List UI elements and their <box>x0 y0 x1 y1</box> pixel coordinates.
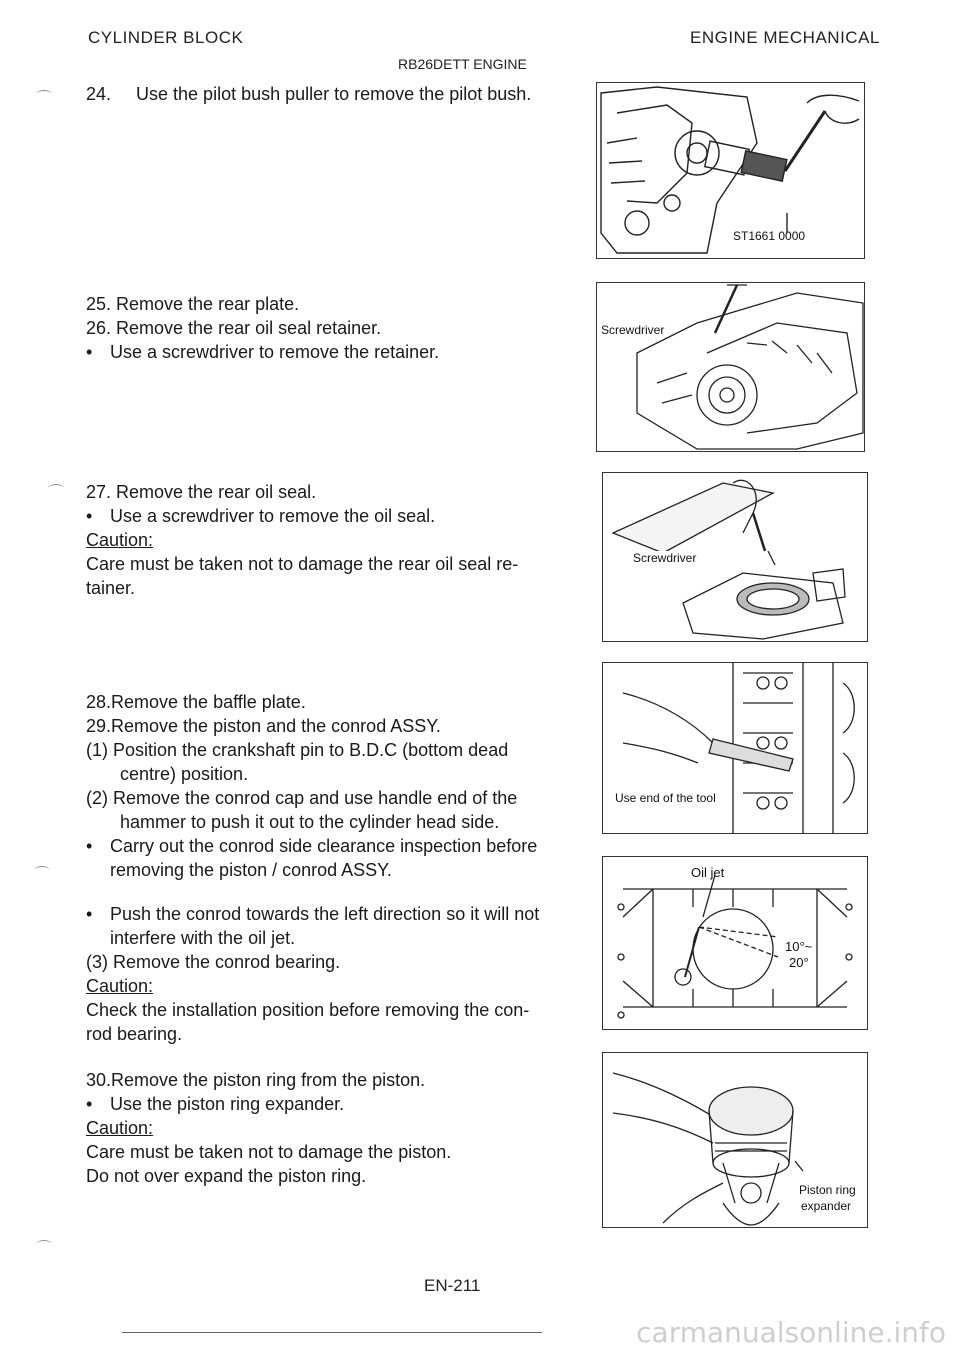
step-29-caution-label: Caution: <box>86 976 154 996</box>
step-25-26 <box>86 292 586 364</box>
step-29-sub3: (3) Remove the conrod bearing. <box>86 952 341 972</box>
step-27-caution-label: Caution: <box>86 530 154 550</box>
step-25-text: 25. Remove the rear plate. <box>86 294 300 314</box>
step-24-text: 24. Use the pilot bush puller to remove the pilot bush. <box>86 84 532 104</box>
header-engine-title: RB26DETT ENGINE <box>398 56 527 72</box>
step-30-caution-text: Care must be taken not to damage the piston. <box>86 1142 452 1162</box>
step-29-bullet-2: • Push the conrod towards the left direction so it will not <box>86 904 540 924</box>
retainer-removal-illustration <box>597 283 864 451</box>
step-27-bullet-text: Use a screwdriver to remove the oil seal. <box>110 506 436 526</box>
step-30-text: 30.Remove the piston ring from the piston. <box>86 1070 426 1090</box>
oil-jet-diagram <box>603 857 867 1029</box>
figure-4-tool-label: Use end of the tool <box>615 791 716 805</box>
step-30-bullet-text: Use the piston ring expander. <box>110 1094 345 1114</box>
step-29-bullet-1-cont: removing the piston / conrod ASSY. <box>110 860 392 880</box>
figure-piston-ring-expander <box>602 1052 868 1228</box>
figure-oil-jet <box>602 856 868 1030</box>
figure-rear-oil-seal-retainer <box>596 282 865 452</box>
figure-2-screwdriver-label: Screwdriver <box>601 323 665 337</box>
step-29-caution-text: Check the installation position before removing the con- <box>86 1000 530 1020</box>
pilot-bush-puller-illustration <box>597 83 864 258</box>
margin-mark <box>36 90 52 99</box>
step-29-bullet-1-text: Carry out the conrod side clearance inspection before <box>110 836 538 856</box>
header-chapter-title: ENGINE MECHANICAL <box>690 28 880 47</box>
footer-rule <box>122 1332 542 1333</box>
figure-1-tool-label: ST1661 0000 <box>733 229 806 243</box>
header-section-title: CYLINDER BLOCK <box>88 28 244 47</box>
watermark: carmanualsonline.info <box>636 1316 946 1349</box>
step-30-caution-label: Caution: <box>86 1118 154 1138</box>
step-29-bullet-1: • Carry out the conrod side clearance inspection before <box>86 836 538 856</box>
step-27-caution-text: Care must be taken not to damage the rear oil seal re- <box>86 554 519 574</box>
step-29-continued <box>86 902 586 1046</box>
figure-conrod-push-out <box>602 662 868 834</box>
margin-mark <box>48 484 64 493</box>
step-26-text: 26. Remove the rear oil seal retainer. <box>86 318 382 338</box>
step-30-bullet: • Use the piston ring expander. <box>86 1094 345 1114</box>
step-30-caution-text-cont: Do not over expand the piston ring. <box>86 1166 367 1186</box>
figure-5-angle-label-cont: 20° <box>789 955 809 970</box>
step-30 <box>86 1068 586 1188</box>
step-24 <box>86 82 596 106</box>
page-number: EN-211 <box>424 1276 481 1295</box>
step-29-sub1-cont: centre) position. <box>120 764 249 784</box>
step-26-bullet: • Use a screwdriver to remove the retainer. <box>86 342 440 362</box>
figure-rear-oil-seal <box>602 472 868 642</box>
step-29-sub1: (1) Position the crankshaft pin to B.D.C (bottom dead <box>86 740 509 760</box>
step-29-sub2: (2) Remove the conrod cap and use handle end of the <box>86 788 518 808</box>
margin-mark <box>34 866 50 875</box>
step-28-text: 28.Remove the baffle plate. <box>86 692 306 712</box>
figure-pilot-bush-puller <box>596 82 865 259</box>
step-28-29 <box>86 690 586 882</box>
step-29-bullet-2-cont: interfere with the oil jet. <box>110 928 296 948</box>
conrod-removal-illustration <box>603 663 867 833</box>
step-27-caution-text-cont: tainer. <box>86 578 136 598</box>
step-29-text: 29.Remove the piston and the conrod ASSY. <box>86 716 441 736</box>
figure-5-oil-jet-label: Oil jet <box>691 865 725 880</box>
step-27-text: 27. Remove the rear oil seal. <box>86 482 317 502</box>
step-27 <box>86 480 586 600</box>
figure-6-label-cont: expander <box>801 1199 852 1213</box>
step-29-bullet-2-text: Push the conrod towards the left direction so it will not <box>110 904 540 924</box>
step-29-sub2-cont: hammer to push it out to the cylinder head side. <box>120 812 500 832</box>
step-27-bullet: • Use a screwdriver to remove the oil seal. <box>86 506 436 526</box>
step-26-bullet-text: Use a screwdriver to remove the retainer. <box>110 342 440 362</box>
step-29-caution-text-cont: rod bearing. <box>86 1024 183 1044</box>
figure-3-screwdriver-label: Screwdriver <box>633 551 697 565</box>
margin-mark <box>36 1240 52 1249</box>
figure-6-label: Piston ring <box>799 1183 856 1197</box>
figure-5-angle-label: 10°~ <box>785 939 813 954</box>
